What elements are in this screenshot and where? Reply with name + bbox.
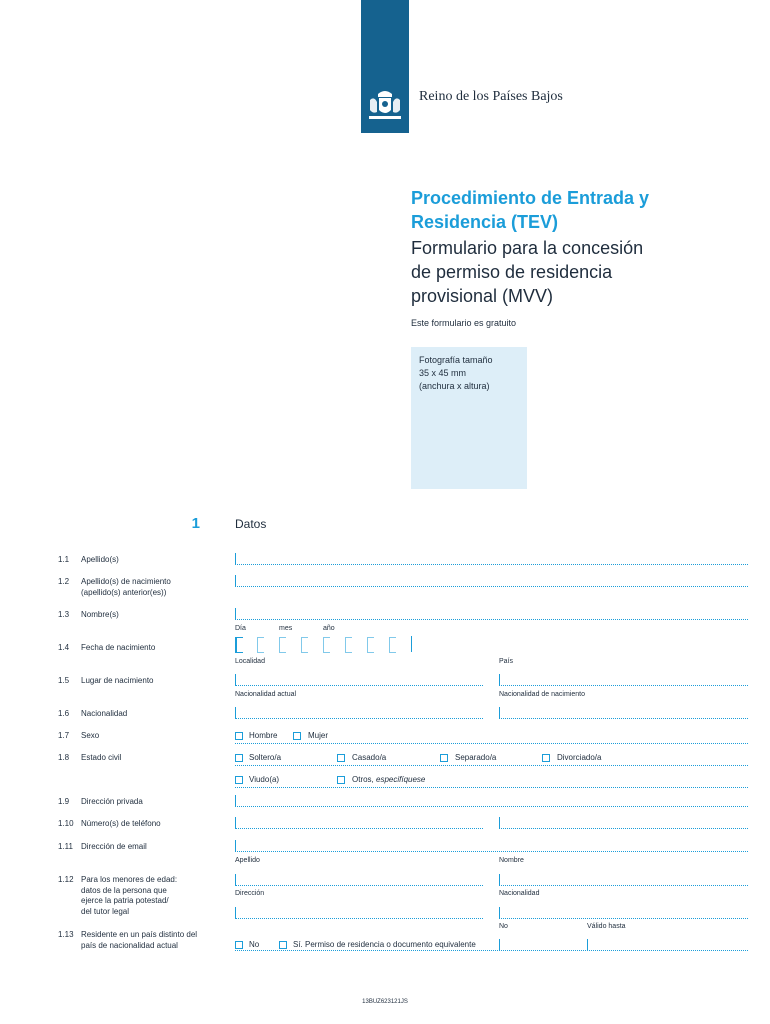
birth-locality-input[interactable]	[235, 685, 483, 686]
separated-checkbox[interactable]	[440, 754, 448, 762]
sex-label: Sexo	[81, 731, 100, 740]
surname-input[interactable]	[235, 564, 748, 565]
field-number: 1.12	[58, 875, 74, 884]
guardian-surname-input[interactable]	[235, 885, 483, 886]
current-nationality-input[interactable]	[235, 718, 483, 719]
address-label: Dirección privada	[81, 797, 143, 806]
residence-yes-checkbox[interactable]	[279, 941, 287, 949]
title-highlight: Procedimiento de Entrada y Residencia (TEV)	[411, 188, 650, 232]
single-checkbox[interactable]	[235, 754, 243, 762]
divorced-checkbox[interactable]	[542, 754, 550, 762]
form-code: 13BUZ623121JS	[362, 999, 408, 1005]
month-label: mes	[279, 625, 293, 632]
birth-nationality-label: Nacionalidad de nacimiento	[499, 691, 585, 698]
separated-option: Separado/a	[455, 753, 497, 762]
guardian-label: Para los menores de edad: datos de la persona que ejerce la patria potestad/ del tutor legal	[81, 875, 178, 916]
birth-surname-label: Apellido(s) de nacimiento (apellido(s) anterior(es))	[81, 577, 171, 597]
male-checkbox[interactable]	[235, 732, 243, 740]
married-checkbox[interactable]	[337, 754, 345, 762]
field-number: 1.11	[58, 842, 73, 851]
field-number: 1.4	[58, 643, 70, 652]
given-names-label: Nombre(s)	[81, 610, 119, 619]
guardian-nationality-input[interactable]	[499, 918, 748, 919]
nationality-label: Nacionalidad	[81, 709, 128, 718]
address-input[interactable]	[235, 806, 748, 807]
other-status-input[interactable]	[235, 787, 748, 788]
field-number: 1.2	[58, 577, 70, 586]
birth-place-label: Lugar de nacimiento	[81, 676, 154, 685]
single-option: Soltero/a	[249, 753, 282, 762]
country-label: País	[499, 658, 514, 665]
married-option: Casado/a	[352, 753, 387, 762]
section-number: 1	[191, 515, 200, 532]
field-number: 1.7	[58, 731, 70, 740]
photo-instructions: Fotografía tamaño 35 x 45 mm (anchura x altura)	[419, 355, 493, 391]
divorced-option: Divorciado/a	[557, 753, 602, 762]
day-label: Día	[235, 625, 246, 632]
valid-until-label: Válido hasta	[587, 923, 626, 930]
guardian-nationality-label: Nacionalidad	[499, 890, 540, 897]
civil-status-label: Estado civil	[81, 753, 122, 762]
guardian-surname-label: Apellido	[235, 857, 260, 864]
other-note: especifíquese	[376, 775, 426, 784]
year-label: año	[323, 625, 335, 632]
birth-surname-input[interactable]	[235, 586, 748, 587]
current-nationality-label: Nacionalidad actual	[235, 691, 297, 698]
widowed-option: Viudo(a)	[249, 775, 280, 784]
other-option: Otros, especifíquese	[352, 775, 426, 784]
government-name: Reino de los Países Bajos	[419, 89, 563, 104]
birth-country-input[interactable]	[499, 685, 748, 686]
phone-input-2[interactable]	[499, 828, 748, 829]
residence-permit-input[interactable]	[235, 950, 748, 951]
field-number: 1.6	[58, 709, 70, 718]
field-number: 1.13	[58, 930, 74, 939]
field-number: 1.8	[58, 753, 70, 762]
guardian-name-input[interactable]	[499, 885, 748, 886]
field-number: 1.3	[58, 610, 70, 619]
guardian-address-label: Dirección	[235, 890, 265, 897]
guardian-name-label: Nombre	[499, 857, 524, 864]
photo-box[interactable]	[411, 347, 527, 489]
phone-label: Número(s) de teléfono	[81, 819, 161, 828]
residence-label: Residente en un país distinto del país de nacionalidad actual	[81, 930, 198, 950]
section-title: Datos	[235, 517, 267, 531]
field-number: 1.9	[58, 797, 70, 806]
free-note: Este formulario es gratuito	[411, 318, 517, 328]
given-names-input[interactable]	[235, 619, 748, 620]
field-number: 1.5	[58, 676, 70, 685]
residence-no-option: No	[249, 940, 260, 949]
other-checkbox[interactable]	[337, 776, 345, 784]
residence-no-checkbox[interactable]	[235, 941, 243, 949]
email-input[interactable]	[235, 851, 748, 852]
male-option: Hombre	[249, 731, 278, 740]
field-number: 1.1	[58, 555, 70, 564]
email-label: Dirección de email	[81, 842, 147, 851]
phone-input-1[interactable]	[235, 828, 483, 829]
locality-label: Localidad	[235, 658, 265, 665]
surname-label: Apellido(s)	[81, 555, 119, 564]
royal-coat-of-arms-icon	[366, 88, 404, 124]
birth-date-label: Fecha de nacimiento	[81, 643, 156, 652]
birth-nationality-input[interactable]	[499, 718, 748, 719]
title-main: Formulario para la concesión de permiso de residencia provisional (MVV)	[411, 238, 644, 306]
no-header-label: No	[499, 923, 508, 930]
residence-yes-option: Sí. Permiso de residencia o documento equivalente	[293, 940, 476, 949]
female-option: Mujer	[308, 731, 329, 740]
widowed-checkbox[interactable]	[235, 776, 243, 784]
female-checkbox[interactable]	[293, 732, 301, 740]
government-banner	[361, 0, 409, 133]
field-number: 1.10	[58, 819, 74, 828]
guardian-address-input[interactable]	[235, 918, 483, 919]
